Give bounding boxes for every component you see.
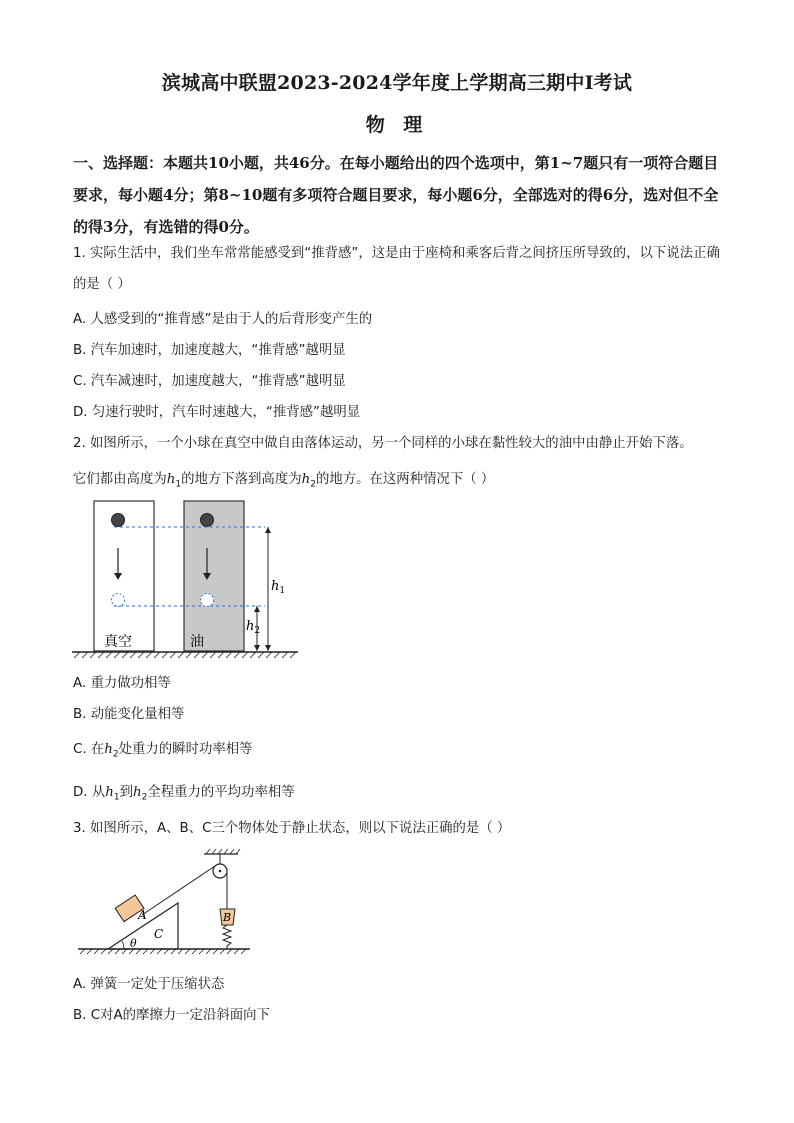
page-title: 滨城高中联盟2023-2024学年度上学期高三期中Ⅰ考试 — [161, 72, 633, 94]
label-theta: θ — [130, 937, 137, 950]
vacuum-label: 真空 — [104, 634, 132, 650]
question-1-stem: 1. 实际生活中，我们坐车常常能感受到“推背感”，这是由于座椅和乘客后背之间挤压所导致的，以下说法正确的是（ ） — [73, 246, 720, 292]
falling-ball-figure — [70, 495, 305, 665]
h1-label: $h_1$ — [271, 579, 286, 596]
oil-ball — [201, 514, 214, 527]
vacuum-ball — [112, 514, 125, 527]
section-instructions: 一、选择题：本题共10小题，共46分。在每小题给出的四个选项中，第1~7题只有一项符合题目要求，每小题4分；第8~10题有多项符合题目要求，每小题6分，全部选对的得6分，选对但不全的得3分，有选错的得0分。 — [73, 154, 719, 236]
question-1-option-b: B. 汽车加速时，加速度越大，“推背感”越明显 — [73, 343, 346, 358]
label-a: A — [138, 908, 147, 922]
question-1-option-a: A. 人感受到的“推背感”是由于人的后背形变产生的 — [73, 312, 373, 327]
subject-title: 物 理 — [365, 114, 429, 136]
h2-label: $h_2$ — [246, 619, 261, 636]
question-2-option-b: B. 动能变化量相等 — [73, 707, 185, 722]
label-c: C — [154, 927, 164, 941]
label-b: B — [223, 911, 232, 924]
spring — [223, 925, 231, 949]
question-3-option-b: B. C对A的摩擦力一定沿斜面向下 — [73, 1008, 270, 1023]
question-2-option-c: C. 在$h_2$处重力的瞬时功率相等 — [73, 742, 253, 760]
question-3-stem: 3. 如图所示，A、B、C三个物体处于静止状态，则以下说法正确的是（ ） — [73, 821, 511, 836]
question-1-option-d: D. 匀速行驶时，汽车时速越大，“推背感”越明显 — [73, 405, 361, 420]
question-2-option-d: D. 从$h_1$到$h_2$全程重力的平均功率相等 — [73, 785, 295, 803]
pulley-figure — [72, 845, 257, 960]
question-2-stem-line1: 2. 如图所示，一个小球在真空中做自由落体运动，另一个同样的小球在黏性较大的油中由静止开始下落。 — [73, 436, 693, 451]
question-1-option-c: C. 汽车减速时，加速度越大，“推背感”越明显 — [73, 374, 346, 389]
oil-label: 油 — [190, 634, 204, 650]
oil-tube — [184, 501, 244, 651]
question-2-option-a: A. 重力做功相等 — [73, 676, 171, 691]
question-3-option-a: A. 弹簧一定处于压缩状态 — [73, 977, 225, 992]
oil-ball-final — [201, 594, 214, 607]
question-2-stem-line2: 它们都由高度为$h_1$的地方下落到高度为$h_2$的地方。在这两种情况下（ ） — [73, 472, 495, 490]
